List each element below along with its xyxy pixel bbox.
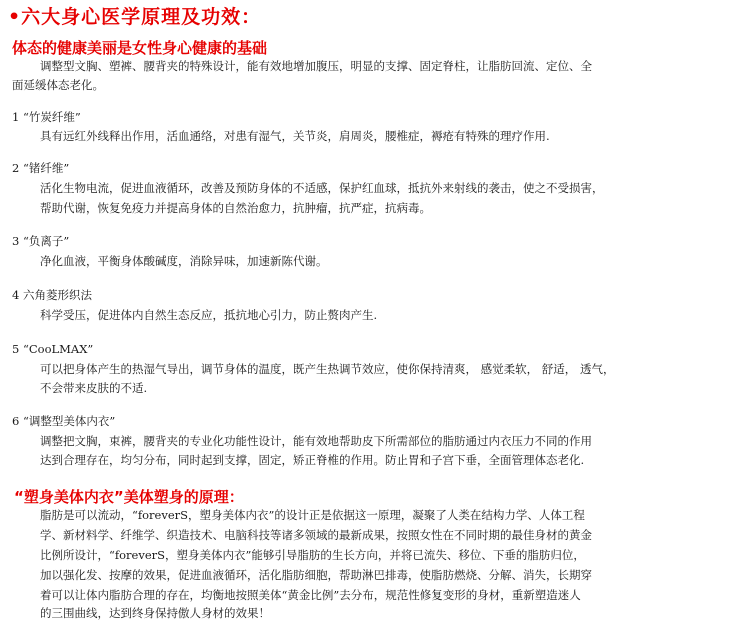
page-title: •六大身心医学原理及功效：	[8, 6, 262, 28]
item-text: 可以把身体产生的热湿气导出，调节身体的温度，既产生热调节效应，使你保持清爽， 感觉柔软， 舒适， 透气，	[40, 362, 615, 376]
item-heading: 3 “负离子”	[12, 234, 70, 248]
item-text: 帮助代谢，恢复免疫力并提高身体的自然治愈力，抗肿瘤，抗严症，抗病毒。	[40, 201, 431, 215]
principle-line: 脂肪是可以流动，“foreverS，塑身美体内衣”的设计正是依据这一原理，凝聚了人类在结构力学、人体工程	[40, 508, 585, 522]
item-heading: 2 “锗纤维”	[12, 161, 70, 175]
principle-line: 学、新材料学、纤维学、织造技术、电脑科技等诸多领域的最新成果，按照女性在不同时期的最佳身材的黄金	[40, 528, 592, 542]
item-text: 科学受压，促进体内自然生态反应，抵抗地心引力，防止赘肉产生.	[40, 308, 378, 322]
item-text: 活化生物电流，促进血液循环，改善及预防身体的不适感，保护红血球，抵抗外来射线的袭击，使之不受损害，	[40, 181, 604, 195]
item-heading: 4 六角菱形织法	[12, 288, 92, 302]
principle-heading: “塑身美体内衣”美体塑身的原理：	[14, 488, 244, 506]
item-heading: 5 “CooLMAX”	[12, 342, 94, 356]
intro-line: 面延缓体态老化。	[12, 78, 104, 92]
item-heading: 1 “竹炭纤维”	[12, 110, 81, 124]
item-text: 具有远红外线释出作用，活血通络，对患有湿气，关节炎，肩周炎，腰椎症，褥疮有特殊的理疗作用.	[40, 129, 550, 143]
item-text: 不会带来皮肤的不适.	[40, 381, 148, 395]
item-text: 调整把文胸，束裤，腰背夹的专业化功能性设计，能有效地帮助皮下所需部位的脂肪通过内衣压力不同的作用	[40, 434, 592, 448]
intro-line: 调整型文胸、塑裤、腰背夹的特殊设计，能有效地增加腹压，明显的支撑、固定脊柱，让脂肪回流、定位、全	[40, 59, 592, 73]
principle-line: 的三围曲线，达到终身保持傲人身材的效果！	[40, 606, 270, 620]
principle-line: 着可以让体内脂肪合理的存在，均衡地按照美体“黄金比例”去分布，规范性修复变形的身材，重新塑造迷人	[40, 588, 581, 602]
item-heading: 6 “调整型美体内衣”	[12, 414, 116, 428]
principle-line: 比例所设计，“foreverS，塑身美体内衣”能够引导脂肪的生长方向，并将已流失、移位、下垂的脂肪归位，	[40, 548, 585, 562]
principle-line: 加以强化发、按摩的效果，促进血液循环，活化脂肪细胞，帮助淋巴排毒，使脂肪燃烧、分解、消失，长期穿	[40, 568, 592, 582]
section-subtitle: 体态的健康美丽是女性身心健康的基础	[12, 39, 268, 57]
item-text: 达到合理存在，均匀分布，同时起到支撑，固定，矫正脊椎的作用。防止胃和子宫下垂，全面管理体态老化.	[40, 453, 585, 467]
item-text: 净化血液，平衡身体酸碱度，消除异味，加速新陈代谢。	[40, 254, 328, 268]
